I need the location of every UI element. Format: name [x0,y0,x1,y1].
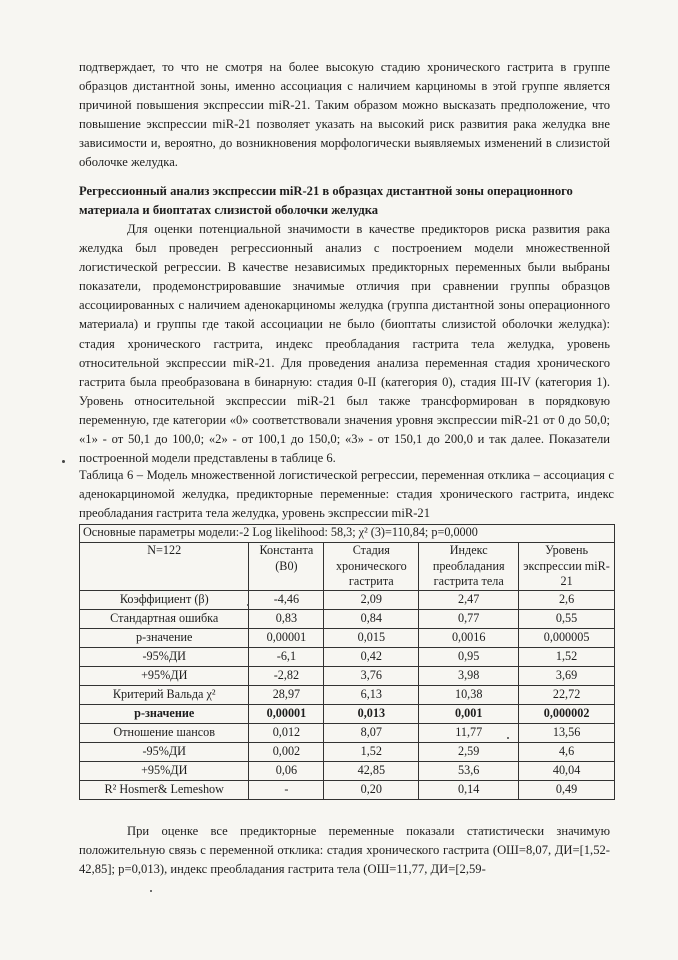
value-cell: -4,46 [249,590,324,609]
table-row [80,723,615,742]
model-params-cell: Основные параметры модели:-2 Log likelihood: 58,3; χ² (3)=110,84; p=0,0000 [80,525,615,543]
value-cell: 8,07 [324,723,419,742]
value-cell: 0,84 [324,609,419,628]
table-row [80,742,615,761]
value-cell: 2,59 [419,742,519,761]
row-label: Стандартная ошибка [80,609,249,628]
value-cell: 1,52 [519,647,615,666]
value-cell: 42,85 [324,761,419,780]
table-row [80,590,615,609]
value-cell: 0,012 [249,723,324,742]
value-cell: - [249,780,324,799]
value-cell: 2,09 [324,590,419,609]
row-label: R² Hosmer& Lemeshow [80,780,249,799]
row-label: Коэффициент (β) [80,590,249,609]
value-cell: 3,69 [519,666,615,685]
value-cell: 0,83 [249,609,324,628]
row-label: +95%ДИ [80,761,249,780]
table-row [80,647,615,666]
value-cell: 0,55 [519,609,615,628]
header-cell: Константа (В0) [249,543,324,591]
value-cell: 11,77 [419,723,519,742]
value-cell: 0,49 [519,780,615,799]
row-label: p-значение [80,628,249,647]
value-cell: 2,6 [519,590,615,609]
value-cell: 0,0016 [419,628,519,647]
value-cell: 53,6 [419,761,519,780]
value-cell: 0,00001 [249,704,324,723]
scan-speck [247,604,249,606]
header-cell: Индекс преобладания гастрита тела [419,543,519,591]
value-cell: 40,04 [519,761,615,780]
row-label: Критерий Вальда χ² [80,685,249,704]
scan-speck [507,737,509,739]
value-cell: 0,000002 [519,704,615,723]
value-cell: 10,38 [419,685,519,704]
table-row [80,780,615,799]
value-cell: 4,6 [519,742,615,761]
regression-table [79,524,615,800]
table-body [80,590,615,799]
paragraph-intro: подтверждает, то что не смотря на более высокую стадию хронического гастрита в группе образцов дистантной зоны, именно ассоциация с наличием карциномы в этой группе является причиной повышения экспрессии miR-21. Таким образом можно высказать предположение, что повышение экспрессии miR-21 позволяет указать на высокий риск развития рака желудка вне зависимости и, вероятно, до возникновения морфологически выявляемых изменений в слизистой оболочке желудка. [79,60,610,170]
value-cell: -6,1 [249,647,324,666]
table-row [80,666,615,685]
value-cell: 3,98 [419,666,519,685]
value-cell: 13,56 [519,723,615,742]
value-cell: 0,20 [324,780,419,799]
value-cell: 0,001 [419,704,519,723]
value-cell: 0,95 [419,647,519,666]
header-cell: Уровень экспрессии miR-21 [519,543,615,591]
value-cell: 0,42 [324,647,419,666]
paragraph-method: Для оценки потенциальной значимости в качестве предикторов риска развития рака желудка был проведен регрессионный анализ с построением модели множественной логистической регрессии. В качестве независимых предикторных переменных были выбраны показатели, продемонстрировавшие значимые отличия при сравнении группы образцов ассоциированных с наличием аденокарциномы желудка (группа дистантной зоны операционного материала) и группы где такой ассоциации не было (биоптаты слизистой оболочки желудка): стадия хронического гастрита, индекс преобладания гастрита тела желудка, уровень относительной экспрессии miR-21. Для проведения анализа переменная стадия хронического гастрита была преобразована в бинарную: стадия 0-II (категория 0), стадия III-IV (категория 1). Уровень относительной экспрессии miR-21 был также трансформирован в порядковую переменную, где категории «0» соответствовали значения уровня экспрессии miR-21 от 0 до 50,0; «1» - от 50,1 до 100,0; «2» - от 100,1 до 150,0; «3» - от 150,1 до 200,0 и так далее. Показатели построенной модели представлены в таблице 6. [79,222,610,466]
header-cell: Стадия хронического гастрита [324,543,419,591]
scan-speck [62,460,65,463]
value-cell: 0,14 [419,780,519,799]
value-cell: 1,52 [324,742,419,761]
value-cell: 22,72 [519,685,615,704]
table-header-row [80,543,615,591]
scan-speck [150,890,152,892]
value-cell: -2,82 [249,666,324,685]
value-cell: 0,06 [249,761,324,780]
table-row [80,685,615,704]
paragraph-results: При оценке все предикторные переменные показали статистически значимую положительную связь с переменной отклика: стадия хронического гастрита (ОШ=8,07, ДИ=[1,52-42,85]; p=0,013), индекс преобладания гастрита тела (ОШ=11,77, ДИ=[2,59- [79,824,610,877]
table-row [80,704,615,723]
value-cell: 0,002 [249,742,324,761]
value-cell: 28,97 [249,685,324,704]
value-cell: 6,13 [324,685,419,704]
row-label: Отношение шансов [80,723,249,742]
value-cell: 0,00001 [249,628,324,647]
table-caption: Таблица 6 – Модель множественной логистической регрессии, переменная отклика – ассоциация с аденокарциномой желудка, предикторные переменные: стадия хронического гастрита, индекс преобладания гастрита тела желудка, уровень экспрессии miR-21 [79,468,614,520]
value-cell: 0,013 [324,704,419,723]
value-cell: 3,76 [324,666,419,685]
row-label: p-значение [80,704,249,723]
table-row [80,761,615,780]
row-label: -95%ДИ [80,742,249,761]
table-row [80,628,615,647]
value-cell: 0,77 [419,609,519,628]
value-cell: 2,47 [419,590,519,609]
value-cell: 0,015 [324,628,419,647]
table-row [80,609,615,628]
section-heading: Регрессионный анализ экспрессии miR-21 в образцах дистантной зоны операционного материала и биоптатах слизистой оболочки желудка [79,184,573,217]
row-label: +95%ДИ [80,666,249,685]
header-cell: N=122 [80,543,249,591]
value-cell: 0,000005 [519,628,615,647]
row-label: -95%ДИ [80,647,249,666]
